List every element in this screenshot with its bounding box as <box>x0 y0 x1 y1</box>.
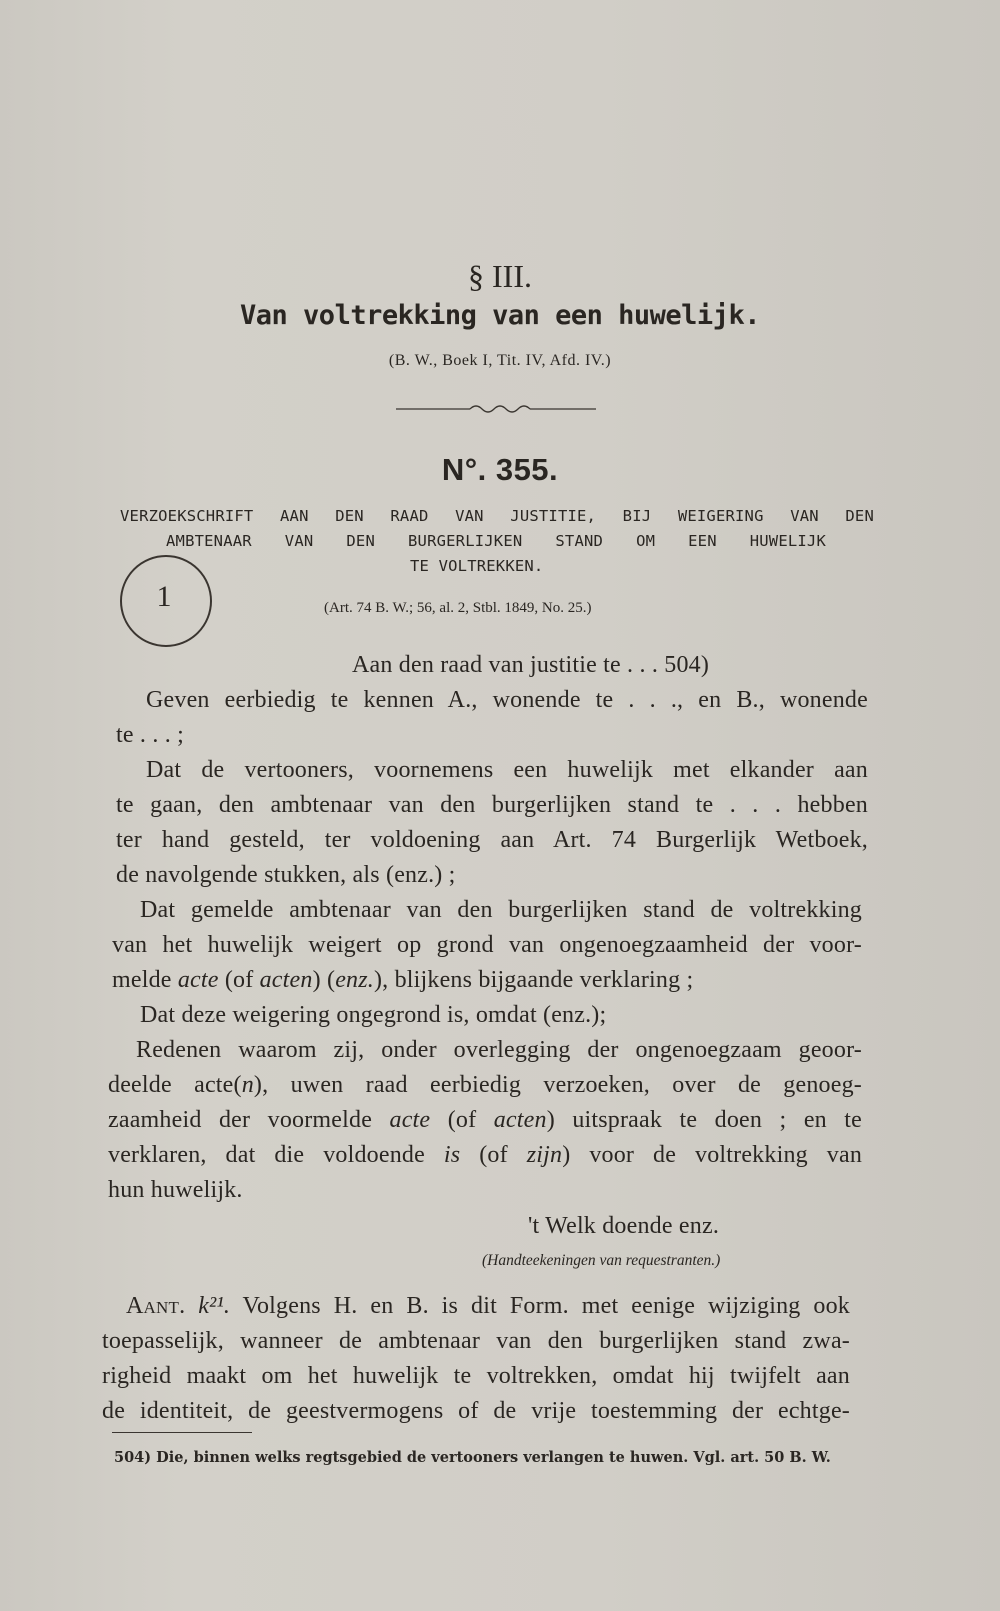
annotation-line <box>102 1398 850 1425</box>
text-line <box>140 897 862 924</box>
form-heading-text-2: AMBTENAAR VAN DEN BURGERLIJKEN STAND OM EEN HUWELIJK <box>166 532 826 550</box>
text-line <box>108 1072 862 1099</box>
text-line: de navolgende stukken, als (enz.) ; <box>116 862 456 888</box>
text-run: deelde acte( <box>108 1072 242 1098</box>
annotation-content: toepasselijk, wanneer de ambtenaar van den burgerlijken stand zwa- <box>102 1328 850 1354</box>
text-run: (of <box>460 1142 527 1168</box>
text-line <box>112 932 862 959</box>
text-line: hun huwelijk. <box>108 1177 243 1203</box>
text-run: ), uwen raad eerbiedig verzoeken, over de genoeg- <box>253 1072 862 1098</box>
text-run: verklaren, dat die voldoende <box>108 1142 444 1168</box>
annotation-label: Aant. <box>126 1293 186 1319</box>
italic-run: is <box>443 1142 461 1168</box>
italic-run: acten <box>493 1107 547 1133</box>
source-reference: (B. W., Boek I, Tit. IV, Afd. IV.) <box>388 352 612 369</box>
text-line: Dat deze weigering ongegrond is, omdat (enz.); <box>140 1002 607 1028</box>
form-heading-line-1 <box>120 507 874 525</box>
text-line <box>136 1037 862 1064</box>
italic-run: acten <box>259 967 313 993</box>
italic-run: acte <box>389 1107 431 1133</box>
text-line-content: Geven eerbiedig te kennen A., wonende te . . ., en B., wonende <box>146 687 868 713</box>
text-line <box>146 687 868 714</box>
text-run: zaamheid der voormelde <box>108 1107 390 1133</box>
text-run: ) voor de voltrekking van <box>562 1142 863 1168</box>
annotation-line <box>102 1363 850 1390</box>
form-heading-line-2 <box>166 532 826 550</box>
text-line <box>112 967 693 994</box>
text-line-content: ter hand gesteld, ter voldoening aan Art. 74 Burgerlijk Wetboek, <box>116 827 868 853</box>
annotation-ref: k²¹. <box>198 1293 231 1319</box>
text-run: ), blijkens bijgaande verklaring ; <box>373 967 694 993</box>
annotation-line <box>126 1293 850 1320</box>
ornament-divider <box>396 402 596 416</box>
address-line: Aan den raad van justitie te . . . 504) <box>352 652 710 678</box>
text-line-content: Dat gemelde ambtenaar van den burgerlijken stand de voltrekking <box>140 897 862 923</box>
text-run: ) ( <box>312 967 336 993</box>
annotation-line <box>102 1328 850 1355</box>
text-run: melde <box>112 967 178 993</box>
form-heading-line-3: TE VOLTREKKEN. <box>410 557 544 575</box>
text-line-content: Redenen waarom zij, onder overlegging der ongenoegzaam geoor- <box>136 1037 862 1063</box>
closing-line: 't Welk doende enz. <box>528 1213 720 1239</box>
text-line: te . . . ; <box>116 722 184 748</box>
text-run: ) uitspraak te doen ; en te <box>546 1107 863 1133</box>
text-line-content: te gaan, den ambtenaar van den burgerlijken stand te . . . hebben <box>116 792 868 818</box>
text-line <box>108 1142 862 1169</box>
footnote-rule <box>112 1432 252 1433</box>
form-number: N°. 355. <box>441 452 559 487</box>
italic-run: n <box>241 1072 254 1098</box>
page-title: Van voltrekking van een huwelijk. <box>240 300 760 331</box>
annotation-content: righeid maakt om het huwelijk te voltrekken, omdat hij twijfelt aan <box>102 1363 850 1389</box>
annotation-content <box>126 1293 850 1320</box>
text-run: (of <box>430 1107 494 1133</box>
text-line-content <box>108 1142 862 1169</box>
italic-run: zijn <box>526 1142 563 1168</box>
signature-note: (Handteekeningen van requestranten.) <box>482 1252 721 1269</box>
text-line <box>116 792 868 819</box>
text-line <box>108 1107 862 1134</box>
text-line-content <box>108 1107 862 1134</box>
form-heading-text-1: VERZOEKSCHRIFT AAN DEN RAAD VAN JUSTITIE, BIJ WEIGERING VAN DEN <box>120 507 874 525</box>
text-line <box>146 757 868 784</box>
italic-run: enz. <box>335 967 374 993</box>
text-run: Volgens H. en B. is dit Form. met eenige wijziging ook <box>242 1293 850 1319</box>
text-run: (of <box>218 967 260 993</box>
footnote: 504) Die, binnen welks regtsgebied de vertooners verlangen te huwen. Vgl. art. 50 B. W. <box>114 1449 831 1466</box>
italic-run: acte <box>177 967 219 993</box>
annotation-content: de identiteit, de geestvermogens of de vrije toestemming der echtge- <box>102 1398 850 1424</box>
article-reference: (Art. 74 B. W.; 56, al. 2, Stbl. 1849, No. 25.) <box>324 600 592 616</box>
margin-number: 1 <box>156 580 172 613</box>
text-line-content: Dat de vertooners, voornemens een huwelijk met elkander aan <box>146 757 868 783</box>
text-line <box>116 827 868 854</box>
text-line-content: van het huwelijk weigert op grond van ongenoegzaamheid der voor- <box>112 932 862 958</box>
text-line-content <box>108 1072 862 1099</box>
section-mark: § III. <box>468 258 532 294</box>
